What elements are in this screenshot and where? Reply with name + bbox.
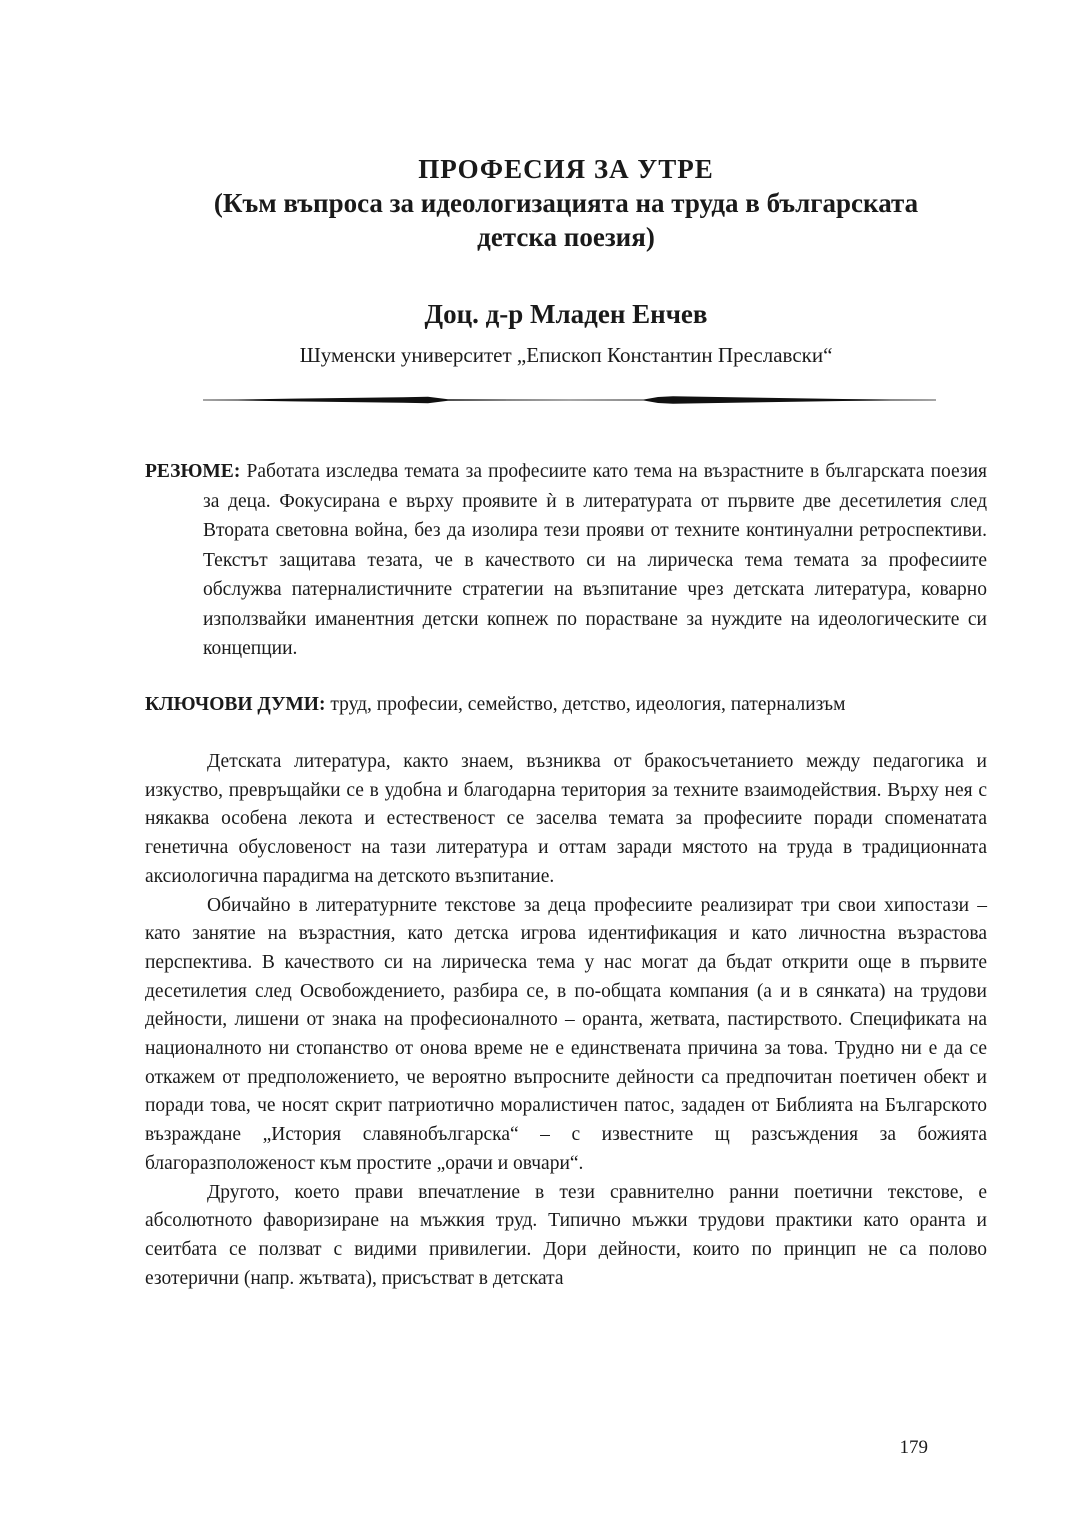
ornamental-divider — [203, 390, 936, 410]
keywords-text: труд, професии, семейство, детство, идеология, патернализъм — [330, 694, 846, 715]
article-subtitle: (Към въпроса за идеологизацията на труда в българската детска поезия) — [213, 188, 919, 252]
paragraph: Детската литература, както знаем, възниква от бракосъчетанието между педагогика и изкуство, превръщайки се в удобна и благодарна територия за техните взаимодействия. Върху нея с някаква особена лекота и естественост се заселва темата за професиите поради споменатата генетична обусловеност на тази литература и оттам заради мястото на труда в традиционната аксиологична парадигма на детското възпитание. — [145, 751, 987, 887]
title-block — [145, 152, 987, 254]
author-name: Доц. д-р Младен Енчев — [424, 299, 708, 329]
author-affiliation: Шуменски университет „Епископ Константин Преславски“ — [299, 343, 833, 367]
article-title: ПРОФЕСИЯ ЗА УТРЕ — [418, 154, 714, 184]
keywords — [145, 690, 987, 720]
abstract-text: Работата изследва темата за професиите като тема на възрастните в българската поезия за деца. Фокусирана е върху проявите ѝ в литературата от първите две десетилетия след Втората световна война, без да изолира тези прояви от техните континуални ретроспективи. Текстът защитава тезата, че в качеството си на лирическа тема темата за професиите обслужва патерналистичните стратегии на възпитание чрез детската литература, коварно използвайки иманентния детски копнеж по порастване за нуждите на идеологическите си концепции. — [203, 461, 988, 659]
keywords-label: КЛЮЧОВИ ДУМИ: — [145, 694, 326, 715]
abstract — [145, 457, 987, 664]
article-body — [145, 748, 987, 1293]
abstract-label: РЕЗЮМЕ: — [145, 461, 241, 482]
page-number: 179 — [899, 1437, 928, 1458]
paragraph: Другото, което прави впечатление в тези сравнително ранни поетични текстове, е абсолютното фаворизиране на мъжкия труд. Типично мъжки трудови практики като оранта и сеитбата се ползват с видими привилегии. Дори дейности, които по принцип не са полово езотерични (напр. жътвата), присъстват в детската — [145, 1181, 987, 1289]
paragraph: Обичайно в литературните текстове за деца професиите реализират три свои хипостази – като занятие на възрастния, като детска игрова идентификация и като личностна възрастова перспектива. В качеството си на лирическа тема у нас могат да бъдат открити още в първите десетилетия след Освобождението, разбира се, в по-общата компания (а и в сянката) на трудови дейности, лишени от знака на професионалното – оранта, жетвата, пастирството. Спецификата на националното ни стопанство от онова време не е единствената причина за това. Трудно ни е да се откажем от предположението, че вероятно въпросните дейности са предпочитан поетичен обект и поради това, че носят скрит патриотично моралистичен патос, зададен от Библията на Българското възраждане „История славянобългарска“ – с известните щ разсъждения за божията благоразположеност към простите „орачи и овчари“. — [145, 894, 987, 1174]
